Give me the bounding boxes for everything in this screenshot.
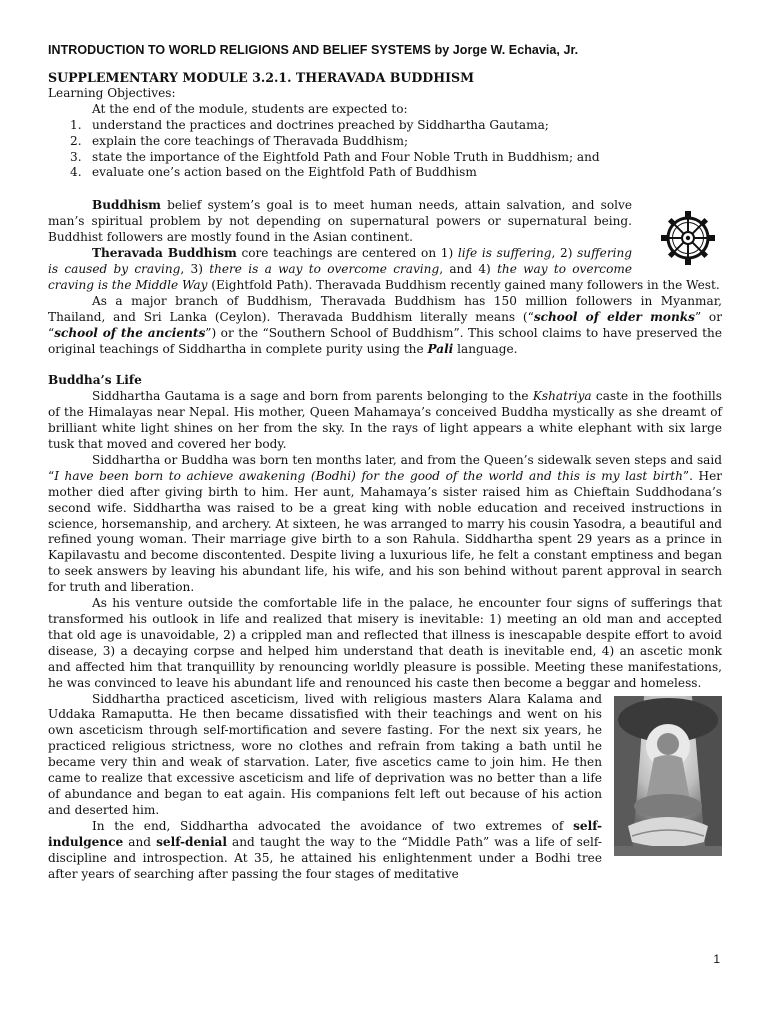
italic-term: life is suffering [457,246,552,261]
module-title: SUPPLEMENTARY MODULE 3.2.1. THERAVADA BUDDHISM [48,70,475,85]
list-item-number: 4. [70,165,82,180]
paragraph-text: , 2) [551,246,578,261]
bold-italic-term: school of the ancients [54,325,206,340]
paragraph-text: ”) or the “Southern School of Buddhism”. This school claims to have preserved the original teachings of Siddhartha in complete purity using the [48,325,722,356]
list-item [70,117,722,134]
list-item [70,133,722,150]
paragraph-text: , 3) [180,261,210,276]
page-number: 1 [713,952,720,966]
paragraph-text: ” or “ [48,309,722,340]
bold-term: self-indulgence [48,818,602,849]
intro-paragraph-theravada [48,246,722,294]
paragraph-text: caste in the foothills of the Himalayas near Nepal. His mother, Queen Mahamaya’s conceived Buddha mystically as she dreamt of brilliant white light shines on her from the sky. In the rays of light appears a white elephant with six large tusk that moved and covered her body. [48,389,722,452]
paragraph-text: (Eightfold Path). Theravada Buddhism recently gained many followers in the West. [207,277,720,292]
objectives-list [48,118,722,182]
paragraph-text: Siddhartha or Buddha was born ten months later, and from the Queen’s sidewalk seven steps and said “ [48,452,722,483]
bold-italic-term: school of elder monks [533,309,695,324]
paragraph-text: As a major branch of Buddhism, Theravada Buddhism has 150 million followers in Myanmar, Thailand, and Sri Lanka (Ceylon). Theravada Buddhism literally means (“ [48,293,722,324]
document-body [48,70,722,882]
list-item-text: understand the practices and doctrines preached by Siddhartha Gautama; [92,117,549,132]
buddha-meditating-image [614,696,722,856]
paragraph-text: , and 4) [439,261,498,276]
intro-paragraph-buddhism [48,198,722,246]
italic-quote: I have been born to achieve awakening (Bodhi) for the good of the world and this is my last birth [54,468,683,483]
list-item-number: 2. [70,133,82,148]
life-paragraph-asceticism: Siddhartha practiced asceticism, lived with religious masters Alara Kalama and Uddaka Ramaputta. He then became dissatisfied with their teachings and went on his own asceticism through self-mortification and severe fasting. For the next six years, he practiced religious strictness, wore no clothes and refrain from taking a bath until he became very thin and weak of starvation. Later, five ascetics came to join him. He then came to realize that excessive asceticism and life of deprivation was no better than a life of abundance and began to eat again. His companions felt left out because of his action and deserted him. [48,691,602,817]
dharma-wheel-icon [650,208,724,268]
list-item [70,165,722,181]
bold-italic-term: Pali [427,341,454,356]
life-paragraph-four-signs: As his venture outside the comfortable life in the palace, he encounter four signs of sufferings that transformed his outlook in life and realized that misery is inevitable: 1) meeting an old man and accepted that old age is unavoidable, 2) a crippled man and reflected that illness is inescapable despite effort to avoid disease, 3) a decaying corpse and helped him understand that death is inevitable end, 4) an ascetic monk and affected him that tranquillity by renouncing worldly pleasure is possible. Meeting these manifestations, he was convinced to leave his abundant life and renounced his caste then become a beggar and homeless. [48,596,722,690]
list-item [70,149,722,166]
list-item-text: state the importance of the Eightfold Path and Four Noble Truth in Buddhism; and [92,149,600,164]
buddha-illustration [614,696,722,856]
bold-term: Theravada Buddhism [92,246,237,261]
bold-term: Buddhism [92,198,161,213]
life-paragraph-birth [48,389,722,453]
paragraph-text: core teachings are centered on 1) [236,246,458,261]
paragraph-text: language. [453,341,518,356]
learning-objectives-heading: Learning Objectives: [48,85,176,100]
running-header: INTRODUCTION TO WORLD RELIGIONS AND BELIEF SYSTEMS by Jorge W. Echavia, Jr. [48,43,579,57]
list-item-number: 1. [70,117,82,132]
list-item-number: 3. [70,149,82,164]
paragraph-text: In the end, Siddhartha advocated the avoidance of two extremes of [92,818,574,833]
list-item-text: evaluate one’s action based on the Eightfold Path of Buddhism [92,165,477,180]
life-paragraph-youth [48,453,722,596]
bold-term: self-denial [156,834,227,849]
paragraph-text: Siddhartha Gautama is a sage and born from parents belonging to the [92,389,533,404]
section-heading: Buddha’s Life [48,373,142,388]
paragraph-text: belief system’s goal is to meet human needs, attain salvation, and solve man’s spiritual problem by not depending on supernatural powers or supernatural being. Buddhist followers are mostly found in the Asian continent. [48,198,632,245]
italic-term: Kshatriya [532,389,592,404]
paragraph-text: and taught the way to the “Middle Path” was a life of self-discipline and introspection. At 35, he attained his enlightenment under a Bodhi tree after years of searching after passing the four stages of meditative [48,834,602,881]
intro-paragraph-branch [48,294,722,358]
italic-term: the way to overcome craving is the Middle Way [48,261,632,292]
italic-term: there is a way to overcome craving [209,261,440,276]
learning-objectives-intro: At the end of the module, students are expected to: [92,101,408,116]
paragraph-text: ”. Her mother died after giving birth to him. Her aunt, Mahamaya’s sister raised him as Chieftain Suddhodana’s second wife. Siddhartha was raised to be a great king with noble education and received instructions in science, horsemanship, and archery. At sixteen, he was arranged to marry his cousin Yasodra, a beautiful and refined young woman. Their marriage give birth to a son Rahula. Siddhartha spent 29 years as a prince in Kapilavastu and become discontented. Despite living a luxurious life, he felt a constant emptiness and began to seek answers by leaving his abundant life, his wife, and his son behind without parent approval in search for truth and liberation. [48,468,723,595]
paragraph-text: and [123,834,157,849]
list-item-text: explain the core teachings of Theravada Buddhism; [92,133,409,148]
italic-term: suffering is caused by craving [48,246,632,276]
